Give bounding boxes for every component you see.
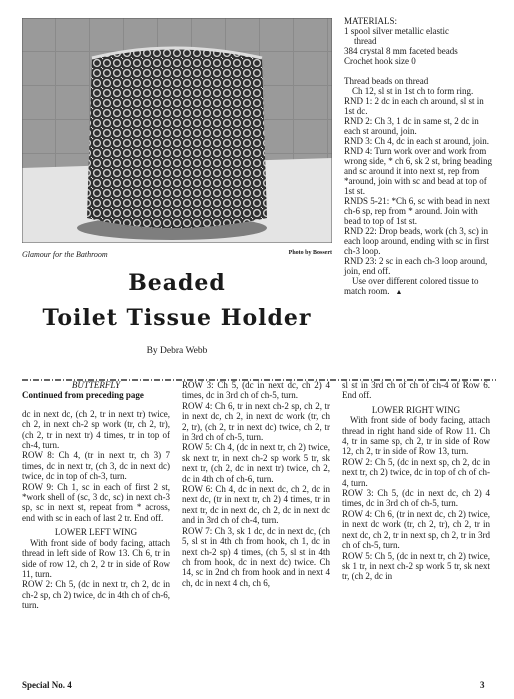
instruction-line: RND 1: 2 dc in each ch around, sl st in 1st dc. [344,96,484,116]
pattern-paragraph: ROW 5: Ch 4, (dc in next tr, ch 2) twice, sk next tr, in next ch-2 sp work 5 tr, sk next tr, (ch 2, dc in next tr) twice, ch 2, dc in 4th ch of ch-6, turn. [182,442,330,484]
materials-instructions-column [344,16,496,297]
section-heading: LOWER LEFT WING [54,527,138,538]
caption-text: Glamour for the Bathroom [22,250,108,259]
instruction-line: RND 23: 2 sc in each ch-3 loop around, join, end off. [344,256,488,276]
butterfly-column-1 [22,380,170,611]
instruction-line: RND 22: Drop beads, work (ch 3, sc) in each loop around, ending with sc in first ch-3 loop. [344,226,489,256]
issue-label: Special No. 4 [22,680,72,690]
pattern-paragraph: With front side of body facing, attach thread in right hand side of Row 11. Ch 4, tr in same sp, ch 2, tr in side of Row 12, ch 2, tr in side of Row 13, turn. [342,415,490,457]
butterfly-column-2 [182,380,330,588]
section-divider [22,370,496,376]
instruction-line: RNDS 5-21: *Ch 6, sc with bead in next ch-6 sp, rep from * around. Join with bead to top of 1st st. [344,196,490,226]
photo-credit: Photo by Bossert [288,250,332,256]
pattern-paragraph: ROW 2: Ch 5, (dc in next sp, ch 2, dc in next tr, ch 2) twice, dc in top of ch of ch-4, turn. [342,456,490,488]
instruction-line: Ch 12, sl st in 1st ch to form ring. [352,86,474,96]
pattern-paragraph: ROW 4: Ch 6, tr in next ch-2 sp, ch 2, tr in next dc, ch 2, in next dc work (tr, ch 2, tr), (ch 2, tr in next dc) twice, ch 2, tr in 3rd ch of ch-5, turn. [182,400,330,443]
instruction-line: RND 4: Turn work over and work from wrong side, * ch 6, sk 2 st, bring beading and sc around it into next st, rep from *around, join with sc and bead at top of 1st st. [344,146,492,196]
pattern-paragraph: ROW 2: Ch 5, (dc in next tr, ch 2, dc in ch-2 sp, ch 2) twice, dc in 4th ch of ch-6, turn. [22,579,170,611]
byline: By Debra Webb [146,346,208,356]
butterfly-column-3 [342,380,490,582]
product-photo [22,18,332,243]
pattern-paragraph: ROW 7: Ch 3, sk 1 dc, dc in next dc, (ch 5, sl st in 4th ch from hook, ch 1, dc in next ch-2 sp) 4 times, (ch 5, sl st in 4th ch from hook, dc in next dc) twice. Ch 14, sc in 2nd ch from hook and in next 4 ch, dc in next 4 ch, ch 6, [182,525,330,588]
instruction-line: RND 3: Ch 4, dc in each st around, join. [344,136,489,146]
article-title-line2: Toilet Tissue Holder [42,305,312,331]
pattern-paragraph: ROW 8: Ch 4, (tr in next tr, ch 3) 7 times, dc in next tr, (ch 3, dc in next dc) twice, dc in top of ch-3, turn. [22,450,170,482]
article-title-line1: Beaded [128,270,226,296]
section-heading: LOWER RIGHT WING [371,404,461,415]
pattern-paragraph: ROW 3: Ch 5, (dc in next dc, ch 2) 4 times, dc in 3rd ch of ch-5, turn. [342,488,490,509]
section-heading: BUTTERFLY [71,380,121,390]
continued-note: Continued from preceding page [22,390,144,401]
instruction-text: Use over different colored tissue to match room. [344,276,479,296]
materials-line: Crochet hook size 0 [344,56,416,66]
end-mark-icon: ▲ [395,288,403,296]
pattern-paragraph: ROW 3: Ch 5, (dc in next dc, ch 2) 4 times, dc in 3rd ch of ch-5, turn. [182,380,330,401]
pattern-paragraph: ROW 5: Ch 5, (dc in next tr, ch 2) twice, sk 1 tr, in next ch-2 sp work 5 tr, sk next tr, (ch 2, dc in [342,550,490,582]
page-number: 3 [480,680,485,690]
pattern-paragraph: ROW 9: Ch 1, sc in each of first 2 st, *work shell of (sc, 3 dc, sc) in next ch-3 sp, sc in next st, repeat from * across, end with sc in each of last 2 tr. End off. [22,481,170,523]
materials-heading: MATERIALS: [344,16,398,26]
materials-line: thread [354,36,377,46]
pattern-paragraph: With front side of body facing, attach thread in left side of Row 13. Ch 6, tr in side of row 12, ch 2, 2 tr in side of Row 11, turn. [22,537,170,579]
instruction-line [344,276,496,297]
instruction-line: RND 2: Ch 3, 1 dc in same st, 2 dc in each st around, join. [344,116,479,136]
pattern-paragraph: sl st in 3rd ch of ch of ch-4 of Row 6. End off. [342,380,490,401]
pattern-paragraph: ROW 4: Ch 6, (tr in next dc, ch 2) twice, in next dc work (tr, ch 2, tr), ch 2, tr in next dc, ch 2, tr in next sp, ch 2, tr in 3rd ch of ch-5, turn. [342,508,490,551]
photo-caption [22,250,332,259]
materials-line: 1 spool silver metallic elastic [344,26,449,36]
photo-illustration [22,18,332,243]
pattern-paragraph: dc in next dc, (ch 2, tr in next tr) twice, ch 2, in next ch-2 sp work (tr, ch 2, tr), (ch 2, tr in next tr) 4 times, tr in top of ch-4, turn. [22,408,170,451]
instruction-line: Thread beads on thread [344,76,429,86]
materials-line: 384 crystal 8 mm faceted beads [344,46,458,56]
pattern-paragraph: ROW 6: Ch 4, dc in next dc, ch 2, dc in next dc, (tr in next tr, ch 2) 4 times, tr in next tr, dc in next dc, ch 2, dc in next dc and in 3rd ch of ch-4, turn. [182,484,330,526]
